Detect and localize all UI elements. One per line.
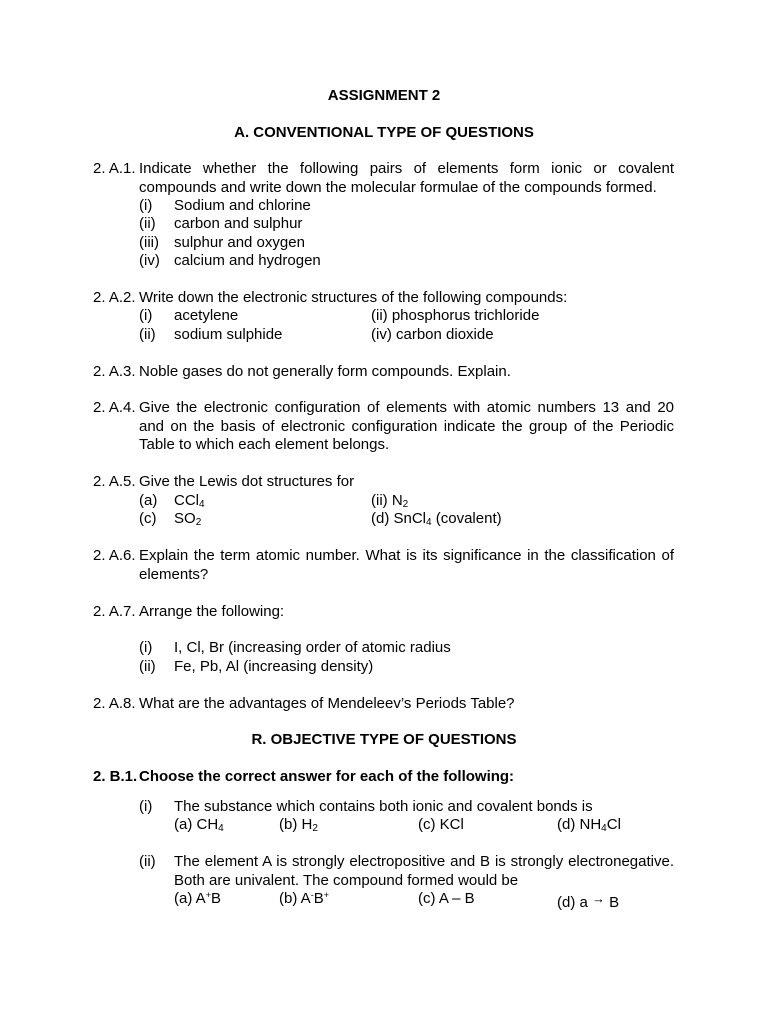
- question-number: 2. A.2.: [93, 289, 136, 306]
- sub-question-text: The element A is strongly electropositive and B is strongly electronegative. Both are univalent. The compound formed would be: [174, 853, 674, 889]
- question-a2: [93, 289, 674, 308]
- option-b: (b) $H_2$: [279, 816, 318, 834]
- question-a4: [93, 399, 674, 455]
- question-text: Choose the correct answer for each of the following:: [139, 768, 515, 785]
- option-a: (a) $CH_4$: [174, 816, 224, 834]
- question-text: Give the Lewis dot structures for: [139, 473, 355, 490]
- option-d: (d) $NH_4Cl$: [557, 816, 621, 834]
- question-a5: [93, 473, 674, 492]
- question-number: 2. A.1.: [93, 160, 136, 177]
- question-a1: [93, 160, 674, 197]
- question-b1: [93, 768, 674, 787]
- question-a7: [93, 603, 674, 622]
- question-a6: [93, 547, 674, 584]
- question-a8: [93, 695, 674, 714]
- section-a-heading: A. CONVENTIONAL TYPE OF QUESTIONS: [234, 124, 534, 141]
- question-text: Explain the term atomic number. What is its significance in the classification of elements?: [139, 547, 674, 583]
- option-d: (d) a → B: [557, 891, 620, 911]
- option-c: (c) A – B: [418, 890, 475, 907]
- question-text: Give the electronic configuration of elements with atomic numbers 13 and 20 and on the basis of electronic configuration indicate the group of the Periodic Table to which each element belongs.: [139, 399, 674, 453]
- sub-question-text: The substance which contains both ionic and covalent bonds is: [174, 798, 593, 815]
- question-number: 2. A.6.: [93, 547, 136, 564]
- question-text: Arrange the following:: [139, 603, 285, 620]
- question-number: 2. A.4.: [93, 399, 136, 416]
- question-number: 2. A.5.: [93, 473, 136, 490]
- question-text: What are the advantages of Mendeleev’s Periods Table?: [139, 695, 515, 712]
- arrow-icon: →: [592, 891, 606, 906]
- list-item: (iv) carbon dioxide: [371, 326, 494, 343]
- sub-question-number: (ii): [139, 853, 156, 870]
- document-page: ASSIGNMENT 2 A. CONVENTIONAL TYPE OF QUESTIONS 2. A.1. Indicate whether the following pairs of elements form ionic or covalent compounds and write down the molecular formulae of the compounds formed. (i) Sodium and chlorine (ii) carbon and sulphur (iii) sulphur and oxygen (iv) calcium and hydrogen 2. A.2. Write down the electronic structures of the following compounds: (i) acetylene (ii) phosphorus trichloride (ii) sodium sulphide (iv) carbon dioxide 2. A.3. Noble gases do not generally form compounds. Explain. 2. A.4. Give the electronic configuration of elements with atomic numbers 13 and 20 and on the basis of electronic configuration indicate the group of the Periodic Table to which each element belongs. 2. A.5. Give the Lewis dot structures for (a) CCl$_4$ (ii) $N_2$ (c) $SO_2$ (d) SnCl$_4$ (covalent) 2. A.6. Explain the term atomic number. What is its significance in the classification of elements? 2. A.7. Arrange the following: (i) I, Cl, Br (increasing order of atomic radius (ii) Fe, Pb, Al (increasing density) 2. A.8. What are the advantages of Mendeleev’s Periods Table? R. OBJECTIVE TYPE OF QUESTIONS 2. B.1. Choose the correct answer for each of the following: (i) The substance which contains both ionic and covalent bonds is (a) $CH_4$ (b) $H_2$ (c) KCl (d) $NH_4Cl$ (ii) The element A is strongly electropositive and B is strongly electronegative. Both are univalent. The compound formed would be (a) A+B (b) A-B+ (c) A – B (d) a → B: [0, 0, 768, 1024]
- question-number: 2. A.3.: [93, 363, 136, 380]
- question-text: Write down the electronic structures of the following compounds:: [139, 289, 568, 306]
- sub-question-number: (i): [139, 798, 153, 815]
- option-a: (a) A+B: [174, 890, 221, 907]
- question-number: 2. A.7.: [93, 603, 136, 620]
- question-text: Indicate whether the following pairs of elements form ionic or covalent compounds and write down the molecular formulae of the compounds formed.: [139, 160, 674, 196]
- section-b-heading: R. OBJECTIVE TYPE OF QUESTIONS: [251, 731, 517, 748]
- question-number: 2. A.8.: [93, 695, 136, 712]
- list-item: (ii) phosphorus trichloride: [371, 307, 540, 324]
- option-b: (b) A-B+: [279, 890, 329, 907]
- question-number: 2. B.1.: [93, 768, 138, 785]
- list-item: (d) SnCl$_4$ (covalent): [371, 510, 502, 528]
- list-item: (ii) $N_2$: [371, 492, 409, 510]
- assignment-title: ASSIGNMENT 2: [327, 87, 441, 104]
- option-c: (c) KCl: [418, 816, 464, 833]
- question-a3: [93, 363, 674, 382]
- question-text: Noble gases do not generally form compounds. Explain.: [139, 363, 511, 380]
